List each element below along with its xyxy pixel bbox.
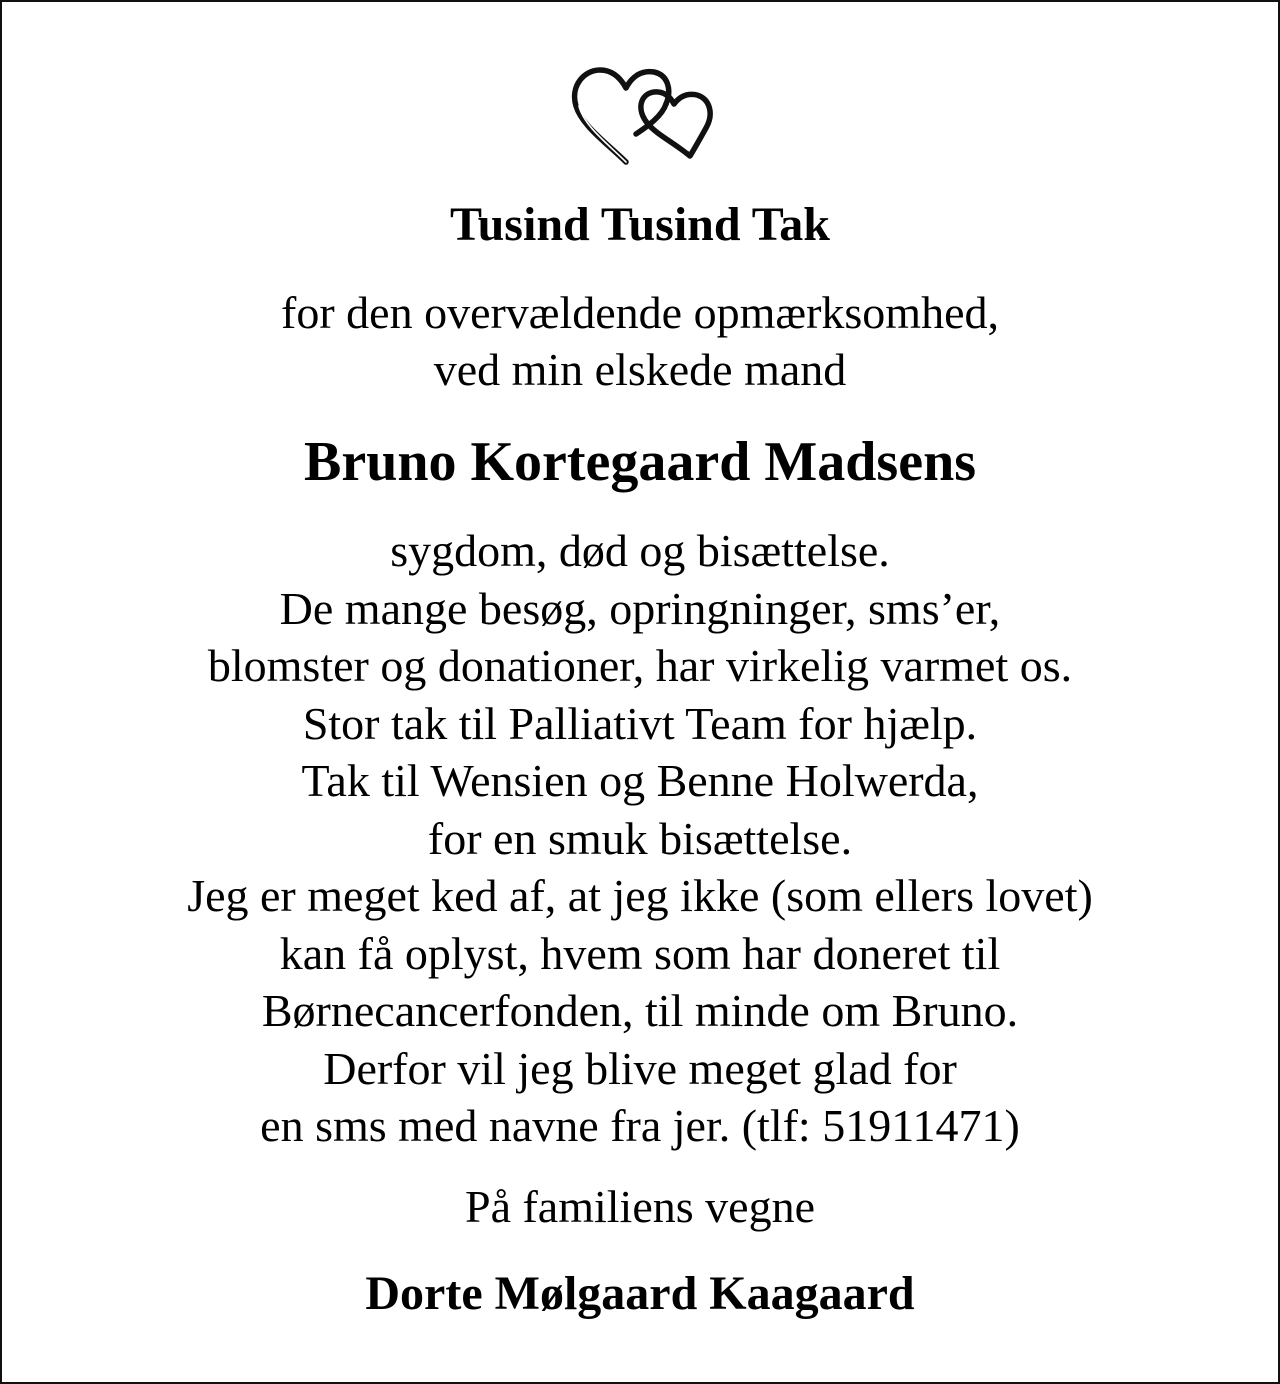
body-line: Tak til Wensien og Benne Holwerda, xyxy=(301,755,979,806)
body-line: Stor tak til Palliativt Team for hjælp. xyxy=(302,697,978,749)
intro-line: ved min elskede mand xyxy=(433,344,847,395)
body-text xyxy=(2,522,1278,1155)
signature-name: Dorte Mølgaard Kaagaard xyxy=(365,1267,915,1320)
closing-text: På familiens vegne xyxy=(464,1181,815,1232)
body-line: Jeg er meget ked af, at jeg ikke (som ellers lovet) xyxy=(187,870,1093,921)
body-line: en sms med navne fra jer. (tlf: 51911471) xyxy=(260,1100,1020,1151)
intro-line: for den overvældende opmærksomhed, xyxy=(281,287,999,338)
body-line: De mange besøg, opringninger, sms’er, xyxy=(279,582,1001,634)
body-line: Derfor vil jeg blive meget glad for xyxy=(323,1042,957,1094)
two-hearts-icon xyxy=(568,64,716,174)
body-line: kan få oplyst, hvem som har doneret til xyxy=(279,927,1001,979)
body-line: Børnecancerfonden, til minde om Bruno. xyxy=(261,985,1019,1036)
notice-heading: Tusind Tusind Tak xyxy=(450,198,830,251)
deceased-name: Bruno Kortegaard Madsens xyxy=(304,431,976,493)
intro-text xyxy=(2,284,1278,398)
body-line: for en smuk bisættelse. xyxy=(427,812,853,864)
body-line: blomster og donationer, har virkelig varmet os. xyxy=(207,640,1073,691)
body-line: sygdom, død og bisættelse. xyxy=(390,525,890,576)
